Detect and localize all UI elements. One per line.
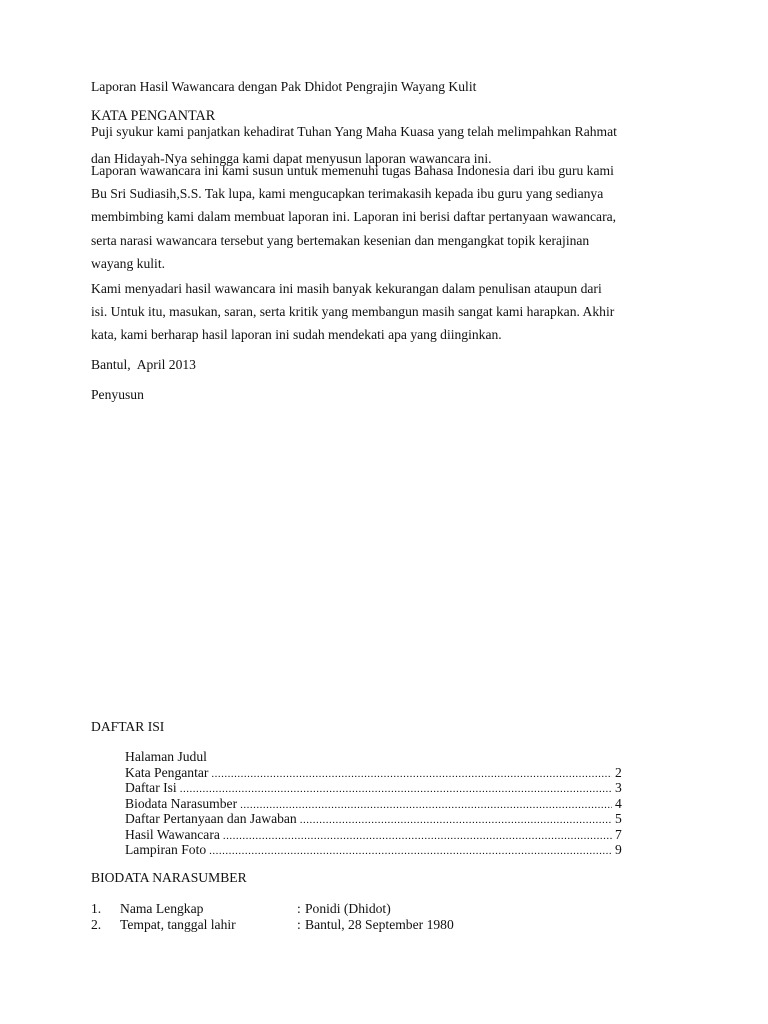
biodata-row-colon: : <box>297 917 301 932</box>
toc-item <box>125 796 625 812</box>
paragraph-line: dan Hidayah-Nya sehingga kami dapat menyusun laporan wawancara ini. <box>91 151 492 166</box>
paragraph-line: membimbing kami dalam membuat laporan ini. Laporan ini berisi daftar pertanyaan wawancara, <box>91 209 617 225</box>
kata-pengantar-paragraph-2 <box>91 159 681 275</box>
paragraph-line: Bu Sri Sudiasih,S.S. Tak lupa, kami mengucapkan terimakasih kepada ibu guru yang sedianya <box>91 186 604 202</box>
biodata-row-label: Nama Lengkap <box>120 901 204 916</box>
toc-item-page: 3 <box>615 780 622 795</box>
biodata-row-value: Ponidi (Dhidot) <box>305 901 391 916</box>
toc-item-label: Daftar Isi <box>125 780 177 795</box>
paragraph-line: wayang kulit. <box>91 255 165 271</box>
author-signature-label: Penyusun <box>91 387 144 402</box>
biodata-heading: BIODATA NARASUMBER <box>91 870 247 885</box>
daftar-isi-heading: DAFTAR ISI <box>91 719 165 734</box>
biodata-row <box>91 917 591 933</box>
biodata-row-value: Bantul, 28 September 1980 <box>305 917 454 932</box>
biodata-row-label: Tempat, tanggal lahir <box>120 917 236 932</box>
toc-item-label: Halaman Judul <box>125 749 207 764</box>
paragraph-line: Puji syukur kami panjatkan kehadirat Tuhan Yang Maha Kuasa yang telah melimpahkan Rahmat <box>91 124 617 139</box>
toc-item <box>125 749 625 765</box>
paragraph-line: serta narasi wawancara tersebut yang bertemakan kesenian dan mengangkat topik kerajinan <box>91 232 590 248</box>
kata-pengantar-heading: KATA PENGANTAR <box>91 108 216 124</box>
toc-item-page: 4 <box>615 795 622 811</box>
table-of-contents <box>125 749 625 858</box>
biodata-row <box>91 901 591 917</box>
document-title: Laporan Hasil Wawancara dengan Pak Dhidot Pengrajin Wayang Kulit <box>91 79 477 94</box>
toc-item-label: Hasil Wawancara <box>125 826 220 842</box>
toc-dot-leader <box>180 782 612 798</box>
toc-item-page: 7 <box>615 826 622 842</box>
toc-dot-leader <box>211 767 612 783</box>
biodata-row-number: 1. <box>91 901 102 916</box>
place-date: Bantul, April 2013 <box>91 357 196 372</box>
biodata-list <box>91 901 591 933</box>
toc-dot-leader <box>300 813 612 829</box>
toc-dot-leader <box>209 844 612 860</box>
toc-item-page: 9 <box>615 842 622 857</box>
paragraph-line: isi. Untuk itu, masukan, saran, serta kritik yang membangun masih sangat kami harapkan. Akhir <box>91 304 615 320</box>
kata-pengantar-paragraph-3 <box>91 277 681 347</box>
toc-item <box>125 827 625 843</box>
paragraph-line: kata, kami berharap hasil laporan ini sudah mendekati apa yang diinginkan. <box>91 327 502 343</box>
paragraph-line: Kami menyadari hasil wawancara ini masih banyak kekurangan dalam penulisan ataupun dari <box>91 281 602 296</box>
toc-item-page: 2 <box>615 764 622 780</box>
biodata-row-colon: : <box>297 901 301 916</box>
toc-item <box>125 765 625 781</box>
toc-item-label: Biodata Narasumber <box>125 795 238 811</box>
toc-item-label: Lampiran Foto <box>125 842 207 857</box>
toc-item-label: Daftar Pertanyaan dan Jawaban <box>125 811 297 826</box>
toc-item-page: 5 <box>615 811 622 826</box>
toc-dot-leader <box>223 829 612 845</box>
toc-item <box>125 780 625 796</box>
paragraph-line: Laporan wawancara ini kami susun untuk memenuhi tugas Bahasa Indonesia dari ibu guru kami <box>91 163 614 178</box>
toc-item <box>125 842 625 858</box>
toc-item-label: Kata Pengantar <box>125 764 209 780</box>
toc-item <box>125 811 625 827</box>
biodata-row-number: 2. <box>91 917 102 932</box>
